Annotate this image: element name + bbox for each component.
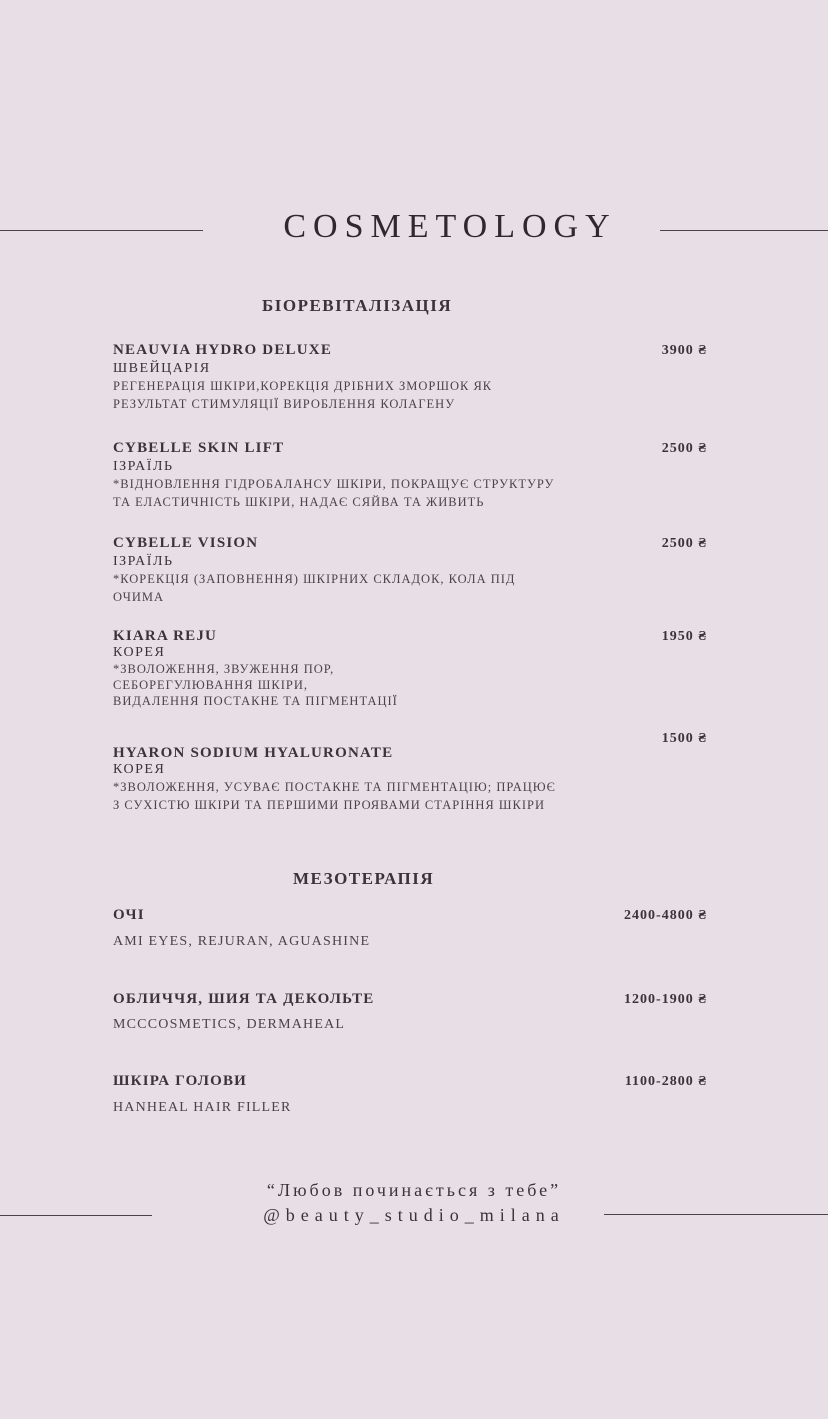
item-description-line: РЕГЕНЕРАЦІЯ ШКІРИ,КОРЕКЦІЯ ДРІБНИХ ЗМОРШОК ЯК <box>113 379 493 393</box>
item-description-line: РЕЗУЛЬТАТ СТИМУЛЯЦІЇ ВИРОБЛЕННЯ КОЛАГЕНУ <box>113 397 456 411</box>
item-description-line: ВИДАЛЕННЯ ПОСТАКНЕ ТА ПІГМЕНТАЦІЇ <box>113 694 398 708</box>
item-country: КОРЕЯ <box>113 645 166 660</box>
item-name: ОБЛИЧЧЯ, ШИЯ ТА ДЕКОЛЬТЕ <box>113 991 375 1007</box>
section-title-mesotherapy: МЕЗОТЕРАПІЯ <box>293 869 435 888</box>
item-name: ШКІРА ГОЛОВИ <box>113 1073 248 1089</box>
item-price: 1950 ₴ <box>661 629 707 644</box>
item-name: CYBELLE SKIN LIFT <box>113 440 285 456</box>
section-title-biorevitalization: БІОРЕВІТАЛІЗАЦІЯ <box>262 296 453 315</box>
item-price: 1100-2800 ₴ <box>624 1074 707 1089</box>
item-description-line: *ВІДНОВЛЕННЯ ГІДРОБАЛАНСУ ШКІРИ, ПОКРАЩУЄ СТРУКТУРУ <box>113 477 555 491</box>
item-description-line: *ЗВОЛОЖЕННЯ, УСУВАЄ ПОСТАКНЕ ТА ПІГМЕНТАЦІЮ; ПРАЦЮЄ <box>113 780 556 794</box>
item-country: ІЗРАЇЛЬ <box>113 554 174 569</box>
item-description-line: *КОРЕКЦІЯ (ЗАПОВНЕННЯ) ШКІРНИХ СКЛАДОК, КОЛА ПІД <box>113 572 516 586</box>
page-title: COSMETOLOGY <box>283 208 617 245</box>
item-price: 1500 ₴ <box>661 731 707 746</box>
item-description-line: *ЗВОЛОЖЕННЯ, ЗВУЖЕННЯ ПОР, <box>113 662 335 676</box>
item-name: HYARON SODIUM HYALURONATE <box>113 745 394 761</box>
footer-instagram-handle: @beauty_studio_milana <box>263 1205 565 1225</box>
item-name: ОЧІ <box>113 907 145 923</box>
item-description-line: ТА ЕЛАСТИЧНІСТЬ ШКІРИ, НАДАЄ СЯЙВА ТА ЖИВИТЬ <box>113 495 485 509</box>
item-price: 2500 ₴ <box>661 441 707 456</box>
footer-divider-right <box>604 1214 828 1215</box>
item-country: ІЗРАЇЛЬ <box>113 459 174 474</box>
footer-quote: “Любов починається з тебе” <box>266 1180 562 1200</box>
item-country: ШВЕЙЦАРІЯ <box>113 361 211 376</box>
item-name: KIARA REJU <box>113 628 218 644</box>
item-description-line: ОЧИМА <box>113 590 165 604</box>
item-description-line: З СУХІСТЮ ШКІРИ ТА ПЕРШИМИ ПРОЯВАМИ СТАРІННЯ ШКІРИ <box>113 798 545 812</box>
menu-item <box>113 745 713 814</box>
item-price: 2400-4800 ₴ <box>624 908 707 923</box>
item-price: 1200-1900 ₴ <box>624 992 707 1007</box>
item-country: КОРЕЯ <box>113 762 166 777</box>
item-products: HANHEAL HAIR FILLER <box>113 1100 292 1115</box>
item-name: NEAUVIA HYDRO DELUXE <box>113 342 333 358</box>
item-name: CYBELLE VISION <box>113 535 259 551</box>
item-description-line: СЕБОРЕГУЛЮВАННЯ ШКІРИ, <box>113 678 308 692</box>
item-products: MCCCOSMETICS, DERMAHEAL <box>113 1017 346 1032</box>
header-divider-right <box>660 230 828 231</box>
item-products: AMI EYES, REJURAN, AGUASHINE <box>113 934 371 949</box>
item-price: 2500 ₴ <box>661 536 707 551</box>
item-price: 3900 ₴ <box>661 343 707 358</box>
